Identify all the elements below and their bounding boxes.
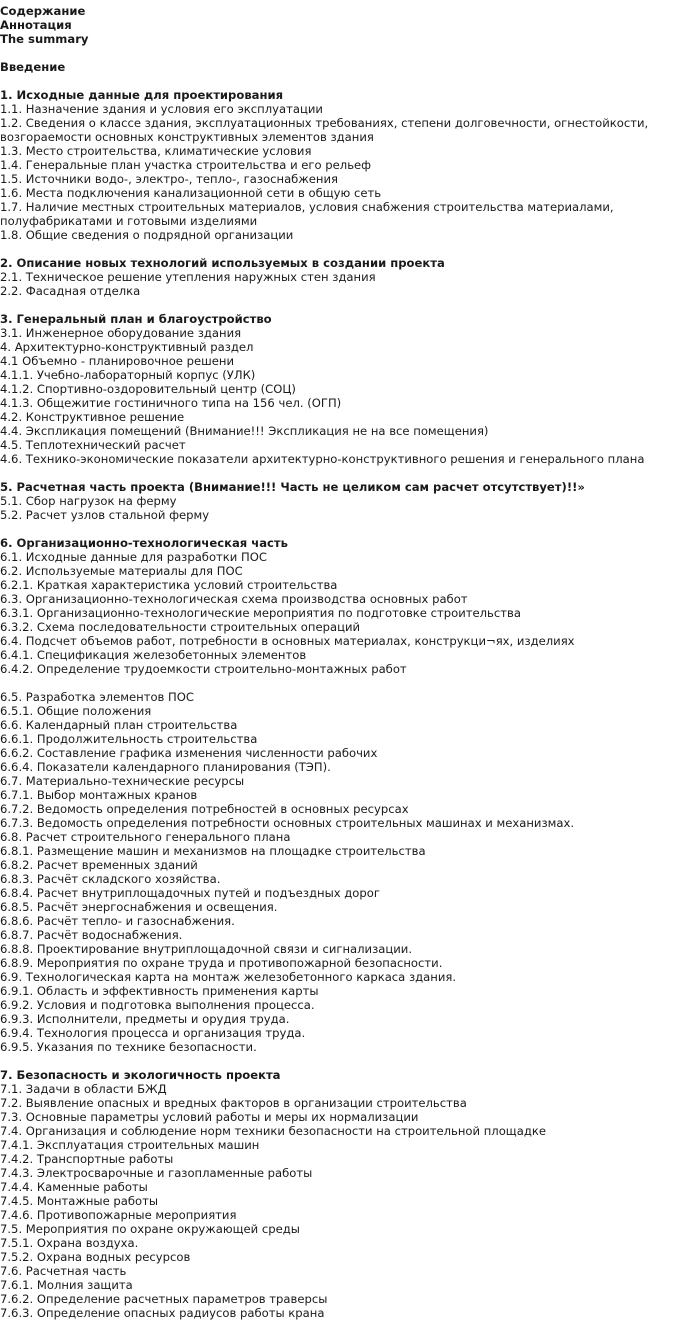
toc-entry: 6.8.4. Расчет внутриплощадочных путей и подъездных дорог [0, 886, 380, 900]
toc-entry: 6.5.1. Общие положения [0, 704, 152, 718]
blank-line [0, 242, 700, 256]
toc-entry: 6.8.6. Расчёт тепло- и газоснабжения. [0, 914, 235, 928]
toc-entry: 5.1. Сбор нагрузок на ферму [0, 494, 177, 508]
toc-entry: 1.7. Наличие местных строительных материалов, условия снабжения строительства материалами, полуфабрикатами и готовыми изделиями [0, 200, 614, 228]
toc-entry: 2.1. Техническое решение утепления наружных стен здания [0, 270, 376, 284]
toc-entry: 6.8.5. Расчёт энергоснабжения и освещения. [0, 900, 278, 914]
blank-line [0, 74, 700, 88]
toc-entry: 1.8. Общие сведения о подрядной организации [0, 228, 294, 242]
section-heading: 2. Описание новых технологий используемых в создании проекта [0, 256, 445, 270]
section-heading: The summary [0, 32, 89, 46]
toc-entry: 6.6. Календарный план строительства [0, 718, 238, 732]
toc-entry: 1.5. Источники водо-, электро-, тепло-, газоснабжения [0, 172, 339, 186]
toc-entry: 6.9.3. Исполнители, предметы и орудия труда. [0, 1012, 290, 1026]
toc-entry: 3.1. Инженерное оборудование здания [0, 326, 242, 340]
toc-entry: 4.1.2. Спортивно-оздоровительный центр (СОЦ) [0, 382, 296, 396]
toc-entry: 7.4.4. Каменные работы [0, 1180, 148, 1194]
toc-entry: 6.7.3. Ведомость определения потребности основных строительных машинах и механизмах. [0, 816, 575, 830]
toc-entry: 6.2. Используемые материалы для ПОС [0, 564, 243, 578]
toc-entry: 6.5. Разработка элементов ПОС [0, 690, 194, 704]
toc-entry: 1.4. Генеральные план участка строительства и его рельеф [0, 158, 372, 172]
toc-entry: 4.1.1. Учебно-лабораторный корпус (УЛК) [0, 368, 256, 382]
toc-entry: 7.1. Задачи в области БЖД [0, 1082, 167, 1096]
toc-entry: 6.8.3. Расчёт складского хозяйства. [0, 872, 221, 886]
toc-entry: 6.8. Расчет строительного генерального плана [0, 830, 291, 844]
toc-entry: 4.2. Конструктивное решение [0, 410, 185, 424]
toc-entry: 7.5.2. Охрана водных ресурсов [0, 1250, 191, 1264]
toc-entry: 7.4.1. Эксплуатация строительных машин [0, 1138, 260, 1152]
section-heading: 1. Исходные данные для проектирования [0, 88, 284, 102]
section-heading: Аннотация [0, 18, 72, 32]
toc-entry: 7.6.1. Молния защита [0, 1278, 133, 1292]
toc-entry: 7.4.5. Монтажные работы [0, 1194, 159, 1208]
toc-entry: 4.1 Объемно - планировочное решени [0, 354, 234, 368]
blank-line [0, 466, 700, 480]
toc-entry: 7.6. Расчетная часть [0, 1264, 127, 1278]
toc-entry: 2.2. Фасадная отделка [0, 284, 141, 298]
toc-entry: 4. Архитектурно-конструктивный раздел [0, 340, 254, 354]
toc-entry: 6.9.2. Условия и подготовка выполнения процесса. [0, 998, 315, 1012]
blank-line [0, 298, 700, 312]
toc-entry: 6.8.8. Проектирование внутриплощадочной связи и сигнализации. [0, 942, 413, 956]
blank-line [0, 676, 700, 690]
toc-entry: 6.3. Организационно-технологическая схема производства основных работ [0, 592, 468, 606]
toc-entry: 4.4. Экспликация помещений (Внимание!!! Экспликация не на все помещения) [0, 424, 489, 438]
toc-entry: 5.2. Расчет узлов стальной ферму [0, 508, 210, 522]
toc-entry: 6.7. Материально-технические ресурсы [0, 774, 245, 788]
toc-entry: 6.7.1. Выбор монтажных кранов [0, 788, 198, 802]
toc-entry: 6.2.1. Краткая характеристика условий строительства [0, 578, 338, 592]
toc-entry: 6.4.1. Спецификация железобетонных элементов [0, 648, 307, 662]
toc-entry: 6.3.2. Схема последовательности строительных операций [0, 620, 361, 634]
toc-entry: 6.7.2. Ведомость определения потребностей в основных ресурсах [0, 802, 409, 816]
toc-entry: 1.6. Места подключения канализационной сети в общую сеть [0, 186, 382, 200]
toc-entry: 1.3. Место строительства, климатические условия [0, 144, 312, 158]
toc-entry: 1.1. Назначение здания и условия его эксплуатации [0, 102, 323, 116]
toc-entry: 6.8.7. Расчёт водоснабжения. [0, 928, 183, 942]
section-heading: 6. Организационно-технологическая часть [0, 536, 288, 550]
toc-entry: 7.6.3. Определение опасных радиусов работы крана [0, 1306, 325, 1320]
toc-entry: 7.4. Организация и соблюдение норм техники безопасности на строительной площадке [0, 1124, 546, 1138]
toc-entry: 6.4.2. Определение трудоемкости строительно-монтажных работ [0, 662, 407, 676]
toc-entry: 6.9.1. Область и эффективность применения карты [0, 984, 319, 998]
toc-entry: 1.2. Сведения о классе здания, эксплуатационных требованиях, степени долговечности, огнестойкости, возгораемости основных конструктивных элементов здания [0, 116, 649, 144]
toc-entry: 6.8.1. Размещение машин и механизмов на площадке строительства [0, 844, 426, 858]
toc-entry: 7.3. Основные параметры условий работы и меры их нормализации [0, 1110, 419, 1124]
section-heading: Содержание [0, 4, 86, 18]
toc-entry: 7.4.2. Транспортные работы [0, 1152, 174, 1166]
toc-entry: 4.6. Технико-экономические показатели архитектурно-конструктивного решения и генерального плана [0, 452, 645, 466]
toc-entry: 7.2. Выявление опасных и вредных факторов в организации строительства [0, 1096, 467, 1110]
blank-line [0, 522, 700, 536]
blank-line [0, 1054, 700, 1068]
toc-entry: 6.9.4. Технология процесса и организация труда. [0, 1026, 306, 1040]
blank-line [0, 46, 700, 60]
toc-entry: 6.4. Подсчет объемов работ, потребности в основных материалах, конструкци¬ях, изделиях [0, 634, 575, 648]
toc-entry: 4.1.3. Общежитие гостиничного типа на 156 чел. (ОГП) [0, 396, 342, 410]
toc-entry: 7.4.6. Противопожарные мероприятия [0, 1208, 237, 1222]
toc-entry: 6.6.1. Продолжительность строительства [0, 732, 258, 746]
toc-entry: 7.5.1. Охрана воздуха. [0, 1236, 139, 1250]
toc-entry: 6.9.5. Указания по технике безопасности. [0, 1040, 257, 1054]
toc-entry: 6.1. Исходные данные для разработки ПОС [0, 550, 267, 564]
toc-entry: 6.8.2. Расчет временных зданий [0, 858, 198, 872]
toc-entry: 6.8.9. Мероприятия по охране труда и противопожарной безопасности. [0, 956, 443, 970]
toc-entry: 6.6.2. Составление графика изменения численности рабочих [0, 746, 378, 760]
toc-entry: 4.5. Теплотехнический расчет [0, 438, 186, 452]
section-heading: 5. Расчетная часть проекта (Внимание!!! Часть не целиком сам расчет отсутствует)!!» [0, 480, 585, 494]
toc-entry: 7.4.3. Электросварочные и газопламенные работы [0, 1166, 313, 1180]
toc-entry: 6.6.4. Показатели календарного планирования (ТЭП). [0, 760, 331, 774]
toc-entry: 6.3.1. Организационно-технологические мероприятия по подготовке строительства [0, 606, 521, 620]
toc-entry: 7.6.2. Определение расчетных параметров траверсы [0, 1292, 328, 1306]
section-heading: Введение [0, 60, 66, 74]
toc-entry: 7.5. Мероприятия по охране окружающей среды [0, 1222, 300, 1236]
toc-entry: 6.9. Технологическая карта на монтаж железобетонного каркаса здания. [0, 970, 457, 984]
section-heading: 3. Генеральный план и благоустройство [0, 312, 272, 326]
section-heading: 7. Безопасность и экологичность проекта [0, 1068, 281, 1082]
